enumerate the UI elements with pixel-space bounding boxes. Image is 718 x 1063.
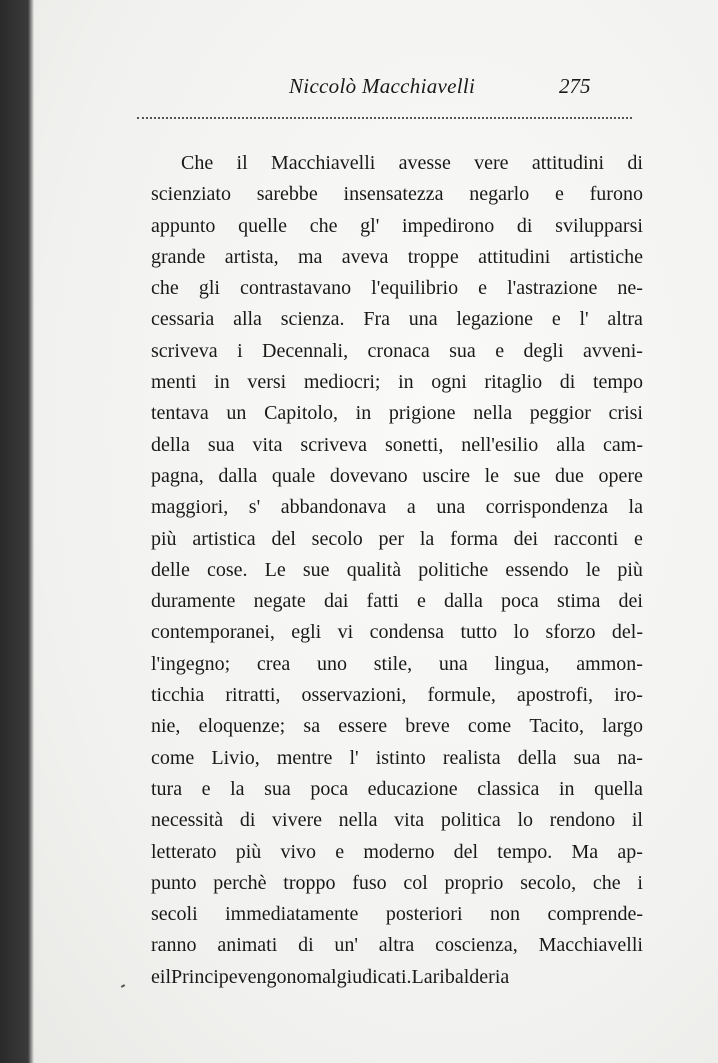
word: un <box>226 402 247 425</box>
word: letterato <box>151 840 217 863</box>
word: gli <box>198 277 220 300</box>
word: ribalderia <box>432 965 510 988</box>
word: Ma <box>571 840 599 863</box>
word: la <box>230 777 245 800</box>
word: scriveva <box>300 433 368 456</box>
text-line <box>151 899 643 930</box>
word: impedirono <box>402 214 495 237</box>
word: l'ingegno; <box>151 652 231 675</box>
word: ticchia <box>151 684 205 707</box>
word: l'equilibrio <box>371 277 459 300</box>
word: e <box>478 277 488 300</box>
word: crisi <box>608 402 643 425</box>
text-line <box>151 148 643 179</box>
word: tempo. <box>497 840 553 863</box>
word: vita <box>394 809 425 832</box>
running-head <box>34 70 718 104</box>
text-line <box>151 586 643 617</box>
word: cessaria <box>151 308 215 331</box>
word: col <box>403 871 428 894</box>
word: artistiche <box>569 245 643 268</box>
word: grande <box>151 245 206 268</box>
word: sforzo <box>545 621 596 644</box>
word: avveni- <box>582 339 643 362</box>
word: che <box>151 277 179 300</box>
word: più <box>151 527 177 550</box>
word: sua <box>573 746 601 769</box>
word: l' <box>579 308 589 331</box>
word: troppe <box>407 245 459 268</box>
word: coscienza, <box>435 934 518 957</box>
text-line <box>151 211 643 242</box>
word: l' <box>349 746 359 769</box>
word: sue <box>513 464 541 487</box>
word: stile, <box>373 652 413 675</box>
word: scriveva <box>151 339 218 362</box>
word: versi <box>247 371 287 394</box>
word: come <box>467 715 512 738</box>
word: uscire <box>422 464 470 487</box>
word: poca <box>501 590 539 613</box>
word: duramente <box>151 590 236 613</box>
word: realista <box>442 746 501 769</box>
word: ammon- <box>576 652 643 675</box>
word: prigione <box>388 402 456 425</box>
word: una <box>408 308 438 331</box>
word: non <box>490 903 520 926</box>
word: aveva <box>341 245 389 268</box>
word: Livio, <box>211 746 260 769</box>
word: giudicati. <box>336 965 412 988</box>
word: e <box>416 590 426 613</box>
word: svilupparsi <box>555 214 643 237</box>
word: di <box>516 214 533 237</box>
word: tutto <box>460 621 498 644</box>
word: egli <box>291 621 322 644</box>
word: Capitolo, <box>264 402 338 425</box>
word: altra <box>378 934 415 957</box>
text-line <box>151 430 643 461</box>
word: Fra <box>363 308 390 331</box>
word: la <box>628 496 643 519</box>
text-line <box>151 930 643 961</box>
dotted-rule <box>137 117 632 119</box>
word: essere <box>338 715 388 738</box>
word: di <box>627 152 643 174</box>
word: ma <box>297 245 323 268</box>
word: insensatezza <box>343 183 444 206</box>
word: dei <box>618 590 643 613</box>
word: cronaca <box>367 339 430 362</box>
word: attitudini <box>531 152 605 174</box>
word: ranno <box>151 934 197 957</box>
word: essendo <box>505 558 569 581</box>
word: i <box>237 339 243 362</box>
word: comprende- <box>547 903 643 926</box>
word: lo <box>513 621 530 644</box>
text-line <box>151 962 643 993</box>
text-line <box>151 837 643 868</box>
word: qualità <box>346 558 402 581</box>
word: Decennali, <box>262 339 349 362</box>
text-line <box>151 868 643 899</box>
word: nella <box>473 402 513 425</box>
text-line <box>151 805 643 836</box>
text-line <box>151 680 643 711</box>
word: sua <box>264 777 291 800</box>
word: che <box>592 871 621 894</box>
text-line <box>151 242 643 273</box>
word: l'astrazione <box>507 277 598 300</box>
word: maggiori, <box>151 496 229 519</box>
word: mentre <box>276 746 333 769</box>
word: di <box>298 934 314 957</box>
word: necessità <box>151 809 224 832</box>
word: mal <box>306 965 337 988</box>
word: uno <box>316 652 347 675</box>
word: politiche <box>418 558 489 581</box>
word: crea <box>256 652 291 675</box>
word: secoli <box>151 903 198 926</box>
word: due <box>554 464 584 487</box>
word: dalla <box>444 590 483 613</box>
word: e <box>201 777 211 800</box>
word: opere <box>598 464 643 487</box>
word: secolo <box>311 527 363 550</box>
text-line <box>151 774 643 805</box>
word: Principe <box>171 965 238 988</box>
text-line <box>151 273 643 304</box>
word: e <box>335 840 345 863</box>
word: Che <box>181 152 214 174</box>
word: proprio <box>444 871 504 894</box>
word: dovevano <box>329 464 408 487</box>
word: più <box>617 558 643 581</box>
word: fatti <box>366 590 399 613</box>
word: appunto <box>151 214 216 237</box>
word: e <box>554 183 564 206</box>
word: politica <box>440 809 501 832</box>
word: il <box>159 965 172 988</box>
word: e <box>495 339 505 362</box>
word: vivere <box>272 809 323 832</box>
word: il <box>236 152 248 174</box>
word: nella <box>338 809 378 832</box>
word: scienziato <box>151 183 231 206</box>
word: scienza. <box>280 308 345 331</box>
word: per <box>378 527 405 550</box>
word: Macchiavelli <box>538 934 643 957</box>
word: ritaglio <box>484 371 543 394</box>
word: del <box>271 527 296 550</box>
word: eloquenze; <box>198 715 286 738</box>
word: la <box>419 527 435 550</box>
word: e <box>551 308 561 331</box>
word: sue <box>302 558 330 581</box>
text-line <box>151 336 643 367</box>
word: breve <box>405 715 450 738</box>
word: di <box>239 809 256 832</box>
word: negarlo <box>469 183 530 206</box>
word: cose. <box>207 558 248 581</box>
word: punto <box>151 871 197 894</box>
text-line <box>151 524 643 555</box>
word: in <box>398 371 414 394</box>
word: peggior <box>529 402 591 425</box>
word: pagna, <box>151 464 204 487</box>
word: quale <box>271 464 316 487</box>
word: contemporanei, <box>151 621 275 644</box>
word: come <box>151 746 195 769</box>
page-number: 275 <box>559 74 591 98</box>
word: ne- <box>617 277 643 300</box>
text-line <box>151 711 643 742</box>
text-line <box>151 179 643 210</box>
word: dalla <box>218 464 258 487</box>
text-line <box>151 304 643 335</box>
word: tura <box>151 777 183 800</box>
word: vi <box>337 621 354 644</box>
word: sonetti, <box>385 433 444 456</box>
word: e <box>634 527 643 550</box>
word: sarebbe <box>256 183 318 206</box>
word: istinto <box>375 746 426 769</box>
word: tentava <box>151 402 209 425</box>
word: na- <box>617 746 643 769</box>
text-line <box>151 617 643 648</box>
word: Tacito, <box>529 715 585 738</box>
running-title: Niccolò Macchiavelli <box>289 74 476 98</box>
word: largo <box>602 715 643 738</box>
word: a <box>406 496 416 519</box>
word: un' <box>334 934 358 957</box>
word: gl' <box>360 214 380 237</box>
word: degli <box>523 339 564 362</box>
word: delle <box>151 558 190 581</box>
word: altra <box>607 308 643 331</box>
word: negate <box>253 590 306 613</box>
word: cam- <box>603 433 643 456</box>
word: nie, <box>151 715 181 738</box>
word: vengono <box>237 965 307 988</box>
word: tempo <box>592 371 643 394</box>
text-line <box>151 555 643 586</box>
book-binding-edge <box>0 0 34 1063</box>
word: ap- <box>617 840 643 863</box>
word: menti <box>151 371 197 394</box>
word: sa <box>303 715 321 738</box>
word: della <box>517 746 557 769</box>
word: il <box>631 809 643 832</box>
word: dai <box>323 590 349 613</box>
word: vita <box>252 433 283 456</box>
word: poca <box>310 777 349 800</box>
word: animati <box>217 934 278 957</box>
word: ogni <box>431 371 467 394</box>
word: i <box>637 871 643 894</box>
word: corrispondenza <box>485 496 608 519</box>
word: artistica <box>192 527 256 550</box>
word: formule, <box>427 684 496 707</box>
word: quelle <box>238 214 287 237</box>
text-line <box>151 398 643 429</box>
body-paragraph <box>151 148 643 993</box>
word: alla <box>556 433 586 456</box>
word: di <box>559 371 576 394</box>
ink-speck <box>121 984 125 988</box>
word: una <box>436 496 466 519</box>
word: contrastavano <box>240 277 352 300</box>
word: del- <box>611 621 643 644</box>
word: lingua, <box>494 652 550 675</box>
word: classica <box>477 777 540 800</box>
word: del <box>453 840 479 863</box>
text-line <box>151 492 643 523</box>
word: della <box>151 433 190 456</box>
word: secolo, <box>520 871 577 894</box>
book-page <box>34 0 718 1063</box>
word: s' <box>248 496 261 519</box>
word: perchè <box>213 871 267 894</box>
word: La <box>411 965 433 988</box>
word: le <box>484 464 500 487</box>
word: che <box>309 214 338 237</box>
word: nell'esilio <box>461 433 539 456</box>
word: attitudini <box>478 245 551 268</box>
word: sua <box>449 339 476 362</box>
text-line <box>151 649 643 680</box>
word: abbandonava <box>280 496 387 519</box>
word: furono <box>589 183 643 206</box>
word: forma <box>450 527 498 550</box>
word: avesse <box>398 152 451 174</box>
word: immediatamente <box>225 903 359 926</box>
word: in <box>355 402 372 425</box>
word: lo <box>517 809 533 832</box>
word: Macchiavelli <box>270 152 376 174</box>
word: racconti <box>553 527 619 550</box>
word: in <box>558 777 575 800</box>
text-line <box>151 461 643 492</box>
word: troppo <box>283 871 336 894</box>
word: legazione <box>456 308 534 331</box>
word: rendono <box>549 809 616 832</box>
word: apostrofi, <box>516 684 593 707</box>
word: vivo <box>280 840 317 863</box>
word: Le <box>264 558 286 581</box>
text-line <box>151 367 643 398</box>
word: ritratti, <box>225 684 281 707</box>
word: condensa <box>369 621 445 644</box>
word: educazione <box>367 777 458 800</box>
word: sua <box>207 433 235 456</box>
word: quella <box>594 777 643 800</box>
word: e <box>151 965 160 988</box>
word: una <box>438 652 468 675</box>
word: fuso <box>352 871 387 894</box>
word: mediocri; <box>303 371 381 394</box>
word: vere <box>474 152 509 174</box>
text-line <box>151 743 643 774</box>
word: più <box>235 840 262 863</box>
word: alla <box>233 308 262 331</box>
word: iro- <box>614 684 643 707</box>
word: stima <box>556 590 601 613</box>
word: osservazioni, <box>301 684 407 707</box>
word: dei <box>513 527 539 550</box>
word: le <box>585 558 601 581</box>
word: moderno <box>363 840 435 863</box>
word: posteriori <box>385 903 463 926</box>
word: in <box>214 371 230 394</box>
word: artista, <box>224 245 279 268</box>
